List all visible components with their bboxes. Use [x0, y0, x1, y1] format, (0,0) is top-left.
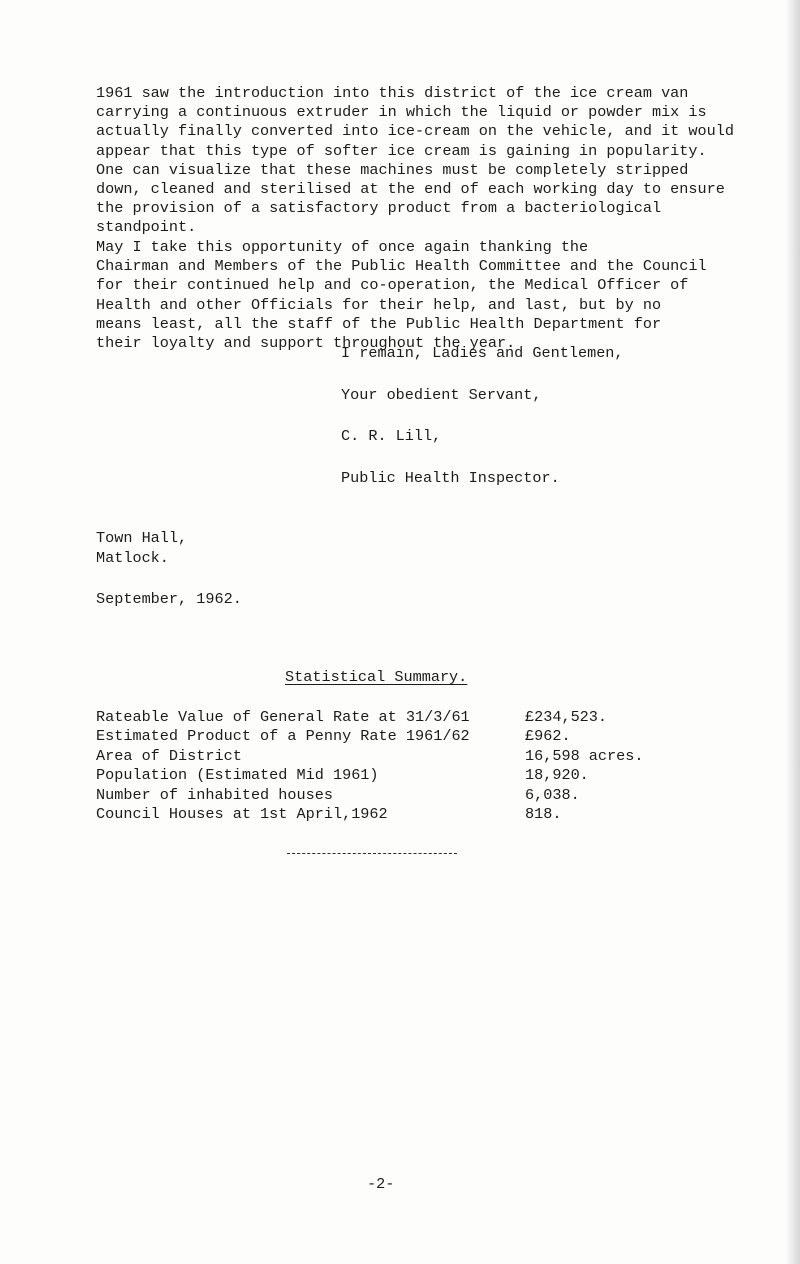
scan-page-edge	[786, 0, 800, 1264]
signature-closing: I remain, Ladies and Gentlemen,	[341, 344, 624, 362]
stat-value: £962.	[525, 727, 571, 746]
stat-row-population	[96, 766, 736, 785]
address-line-2: Matlock.	[96, 549, 169, 567]
signature-name: C. R. Lill,	[341, 427, 442, 445]
address-date: September, 1962.	[96, 590, 242, 608]
stat-label: Number of inhabited houses	[96, 785, 333, 804]
stat-label: Estimated Product of a Penny Rate 1961/62	[96, 727, 470, 746]
dashed-divider	[287, 853, 457, 854]
stat-value: 818.	[525, 804, 562, 823]
stat-row-area	[96, 747, 736, 766]
stat-value: £234,523.	[525, 708, 608, 726]
stat-label: Area of District	[96, 746, 242, 765]
stat-label: Council Houses at 1st April,1962	[96, 804, 388, 823]
stat-row-penny-rate	[96, 727, 736, 746]
body-paragraph-ice-cream: 1961 saw the introduction into this district of the ice cream van carrying a continuous extruder in which the liquid or powder mix is actually finally converted into ice-cream on the vehicle, and it would appear that this type of softer ice cream is gaining in popularity. One can visualize that these machines must be completely stripped down, cleaned and sterilised at the end of each working day to ensure the provision of a satisfactory product from a bacteriological standpoint.	[96, 84, 734, 237]
stat-label: Population (Estimated Mid 1961)	[96, 766, 379, 785]
stat-value: 18,920.	[525, 766, 589, 785]
stat-value: 6,038.	[525, 785, 580, 804]
statistical-summary-table	[96, 708, 736, 824]
stat-row-rateable-value	[96, 708, 736, 727]
signature-title: Public Health Inspector.	[341, 469, 560, 487]
stat-row-council-houses	[96, 805, 736, 824]
stat-value: 16,598 acres.	[525, 746, 644, 765]
signature-salutation: Your obedient Servant,	[341, 386, 542, 404]
statistical-summary-title: Statistical Summary.	[285, 668, 468, 686]
page-number: -2-	[367, 1175, 395, 1193]
stat-row-inhabited-houses	[96, 786, 736, 805]
stat-label: Rateable Value of General Rate at 31/3/61	[96, 708, 470, 726]
address-line-1: Town Hall,	[96, 529, 188, 547]
body-paragraph-thanks: May I take this opportunity of once again thanking the Chairman and Members of the Public Health Committee and the Council for their continued help and co-operation, the Medical Officer of Health and other Officials for their help, and last, but by no means least, all the staff of the Public Health Department for their loyalty and support throughout the year.	[96, 238, 707, 353]
